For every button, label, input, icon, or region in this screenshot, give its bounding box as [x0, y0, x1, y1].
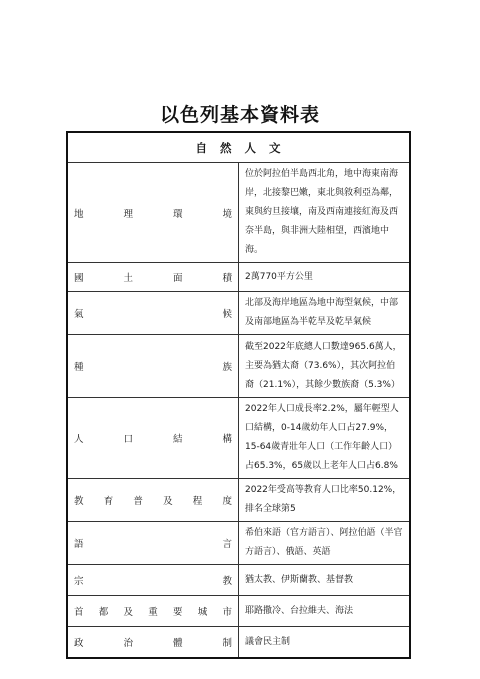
row-label-language: 語言 — [67, 522, 239, 565]
row-value-ethnicity: 截至2022年底總人口數達965.6萬人，主要為猶太裔（73.6%），其次阿拉伯裔（21.1%），其餘少數族裔（5.3%） — [239, 335, 411, 398]
basic-info-table — [66, 131, 411, 659]
table-row — [67, 163, 410, 263]
row-value-climate: 北部及海岸地區為地中海型氣候，中部及南部地區為半乾旱及乾旱氣候 — [239, 292, 411, 335]
row-label-climate: 氣候 — [67, 292, 239, 335]
row-value-capital-cities: 耶路撒冷、台拉維夫、海法 — [239, 596, 411, 627]
row-value-political-system: 議會民主制 — [239, 627, 411, 659]
table-row — [67, 292, 410, 335]
table-row — [67, 596, 410, 627]
table-row — [67, 627, 410, 659]
row-value-education: 2022年受高等教育人口比率50.12%，排名全球第5 — [239, 479, 411, 522]
row-label-capital-cities: 首都及重要城市 — [67, 596, 239, 627]
table-row — [67, 335, 410, 398]
table-header-row — [67, 132, 410, 163]
row-label-geography: 地理環境 — [67, 163, 239, 263]
table-header: 自然人文 — [67, 132, 410, 163]
table-row — [67, 398, 410, 479]
table-row — [67, 565, 410, 596]
row-value-geography: 位於阿拉伯半島西北角，地中海東南海岸，北接黎巴嫩，東北與敘利亞為鄰，東與約旦接壤，南及西南連接紅海及西奈半島，與非洲大陸相望，西濱地中海。 — [239, 163, 411, 263]
table-row — [67, 263, 410, 292]
row-label-area: 國土面積 — [67, 263, 239, 292]
row-value-religion: 猶太教、伊斯蘭教、基督教 — [239, 565, 411, 596]
row-label-ethnicity: 種族 — [67, 335, 239, 398]
row-value-area: 2萬770平方公里 — [239, 263, 411, 292]
table-row — [67, 522, 410, 565]
page-title: 以色列基本資料表 — [159, 104, 320, 126]
row-value-language: 希伯來語（官方語言）、阿拉伯語（半官方語言）、俄語、英語 — [239, 522, 411, 565]
row-label-political-system: 政治體制 — [67, 627, 239, 659]
row-value-population-structure: 2022年人口成長率2.2%，屬年輕型人口結構，0-14歲幼年人口占27.9%，15-64歲青壯年人口（工作年齡人口）占65.3%，65歲以上老年人口占6.8% — [239, 398, 411, 479]
table-row — [67, 479, 410, 522]
row-label-population-structure: 人口結構 — [67, 398, 239, 479]
row-label-religion: 宗教 — [67, 565, 239, 596]
row-label-education: 教育普及程度 — [67, 479, 239, 522]
